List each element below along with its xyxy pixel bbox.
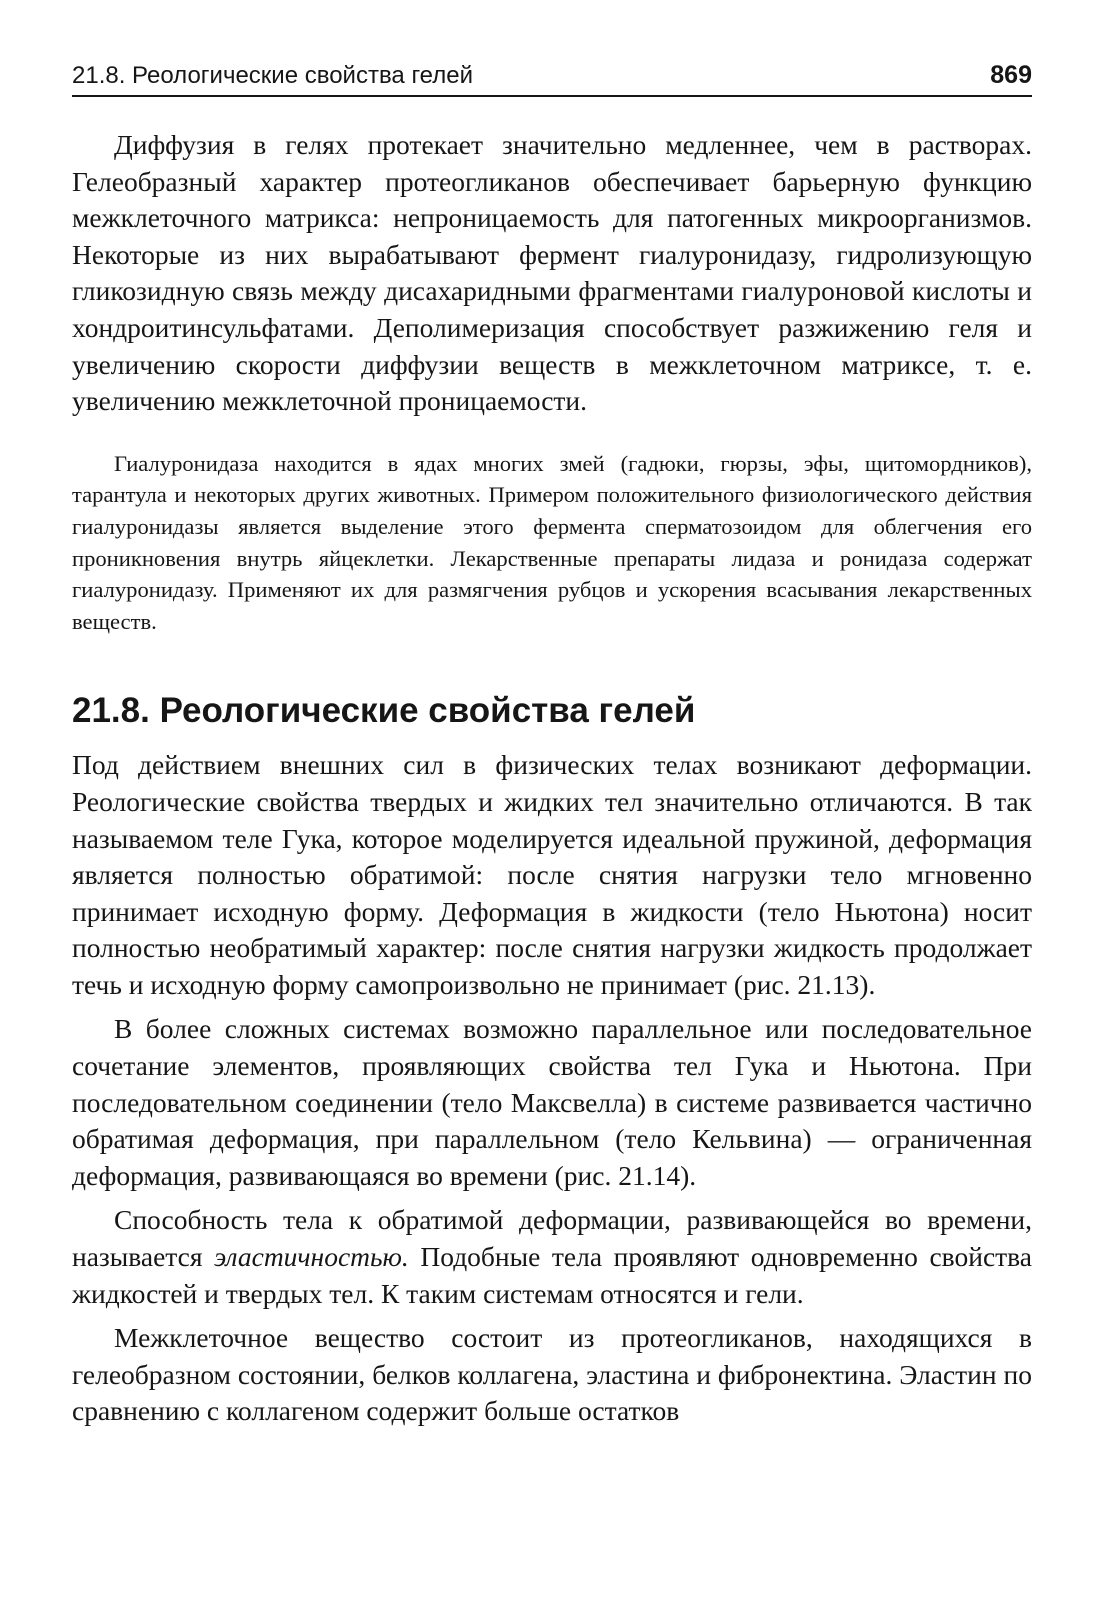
running-header — [72, 58, 1032, 97]
elasticity-term: эластичностью. — [214, 1241, 409, 1273]
paragraph-complex-systems: В более сложных системах возможно параллельное или последовательное сочетание элементов, проявляющих свойства тел Гука и Ньютона. При последовательном соединении (тело Максвелла) в системе развивается частично обратимая деформация, при параллельном (тело Кельвина) — ограниченная деформация, развивающаяся во времени (рис. 21.14). — [72, 1013, 1032, 1191]
elasticity-text-start: Способность тела к обратимой деформации, развивающейся во времени, называется — [72, 1204, 1032, 1273]
paragraph-intercellular: Межклеточное вещество состоит из протеогликанов, находящихся в гелеобразном состоянии, белков коллагена, эластина и фибронектина. Эластин по сравнению с коллагеном содержит больше остатков — [72, 1322, 1032, 1427]
elasticity-text-end: Подобные тела проявляют одновременно свойства жидкостей и твердых тел. К таким системам относятся и гели. — [72, 1241, 1032, 1309]
paragraph-deformation: Под действием внешних сил в физических телах возникают деформации. Реологические свойства твердых и жидких тел значительно отличаются. В так называемом теле Гука, которое моделируется идеальной пружиной, деформация является полностью обратимой: после снятия нагрузки тело мгновенно принимает исходную форму. Деформация в жидкости (тело Ньютона) носит полностью необратимый характер: после снятия нагрузки жидкость продолжает течь и исходную форму самопроизвольно не принимает (рис. 21.13). — [72, 749, 1032, 1000]
paragraph-elasticity — [72, 1202, 1032, 1312]
page-number: 869 — [990, 61, 1032, 89]
running-title: 21.8. Реологические свойства гелей — [72, 62, 473, 89]
note-hyaluronidase: Гиалуронидаза находится в ядах многих змей (гадюки, гюрзы, эфы, щитомордников), тарантула и некоторых других животных. Примером положительного физиологического действия гиалуронидазы является выделение этого фермента сперматозоидом для облегчения его проникновения внутрь яйцеклетки. Лекарственные препараты лидаза и ронидаза содержат гиалуронидазу. Применяют их для размягчения рубцов и ускорения всасывания лекарственных веществ. — [72, 450, 1032, 634]
section-heading: 21.8. Реологические свойства гелей — [72, 691, 696, 731]
book-page — [72, 58, 1032, 1430]
paragraph-diffusion: Диффузия в гелях протекает значительно медленнее, чем в растворах. Гелеобразный характер протеогликанов обеспечивает барьерную функцию межклеточного матрикса: непроницаемость для патогенных микроорганизмов. Некоторые из них вырабатывают фермент гиалуронидазу, гидролизующую гликозидную связь между дисахаридными фрагментами гиалуроновой кислоты и хондроитинсульфатами. Деполимеризация способствует разжижению геля и увеличению скорости диффузии веществ в межклеточном матриксе, т. е. увеличению межклеточной проницаемости. — [72, 129, 1032, 417]
